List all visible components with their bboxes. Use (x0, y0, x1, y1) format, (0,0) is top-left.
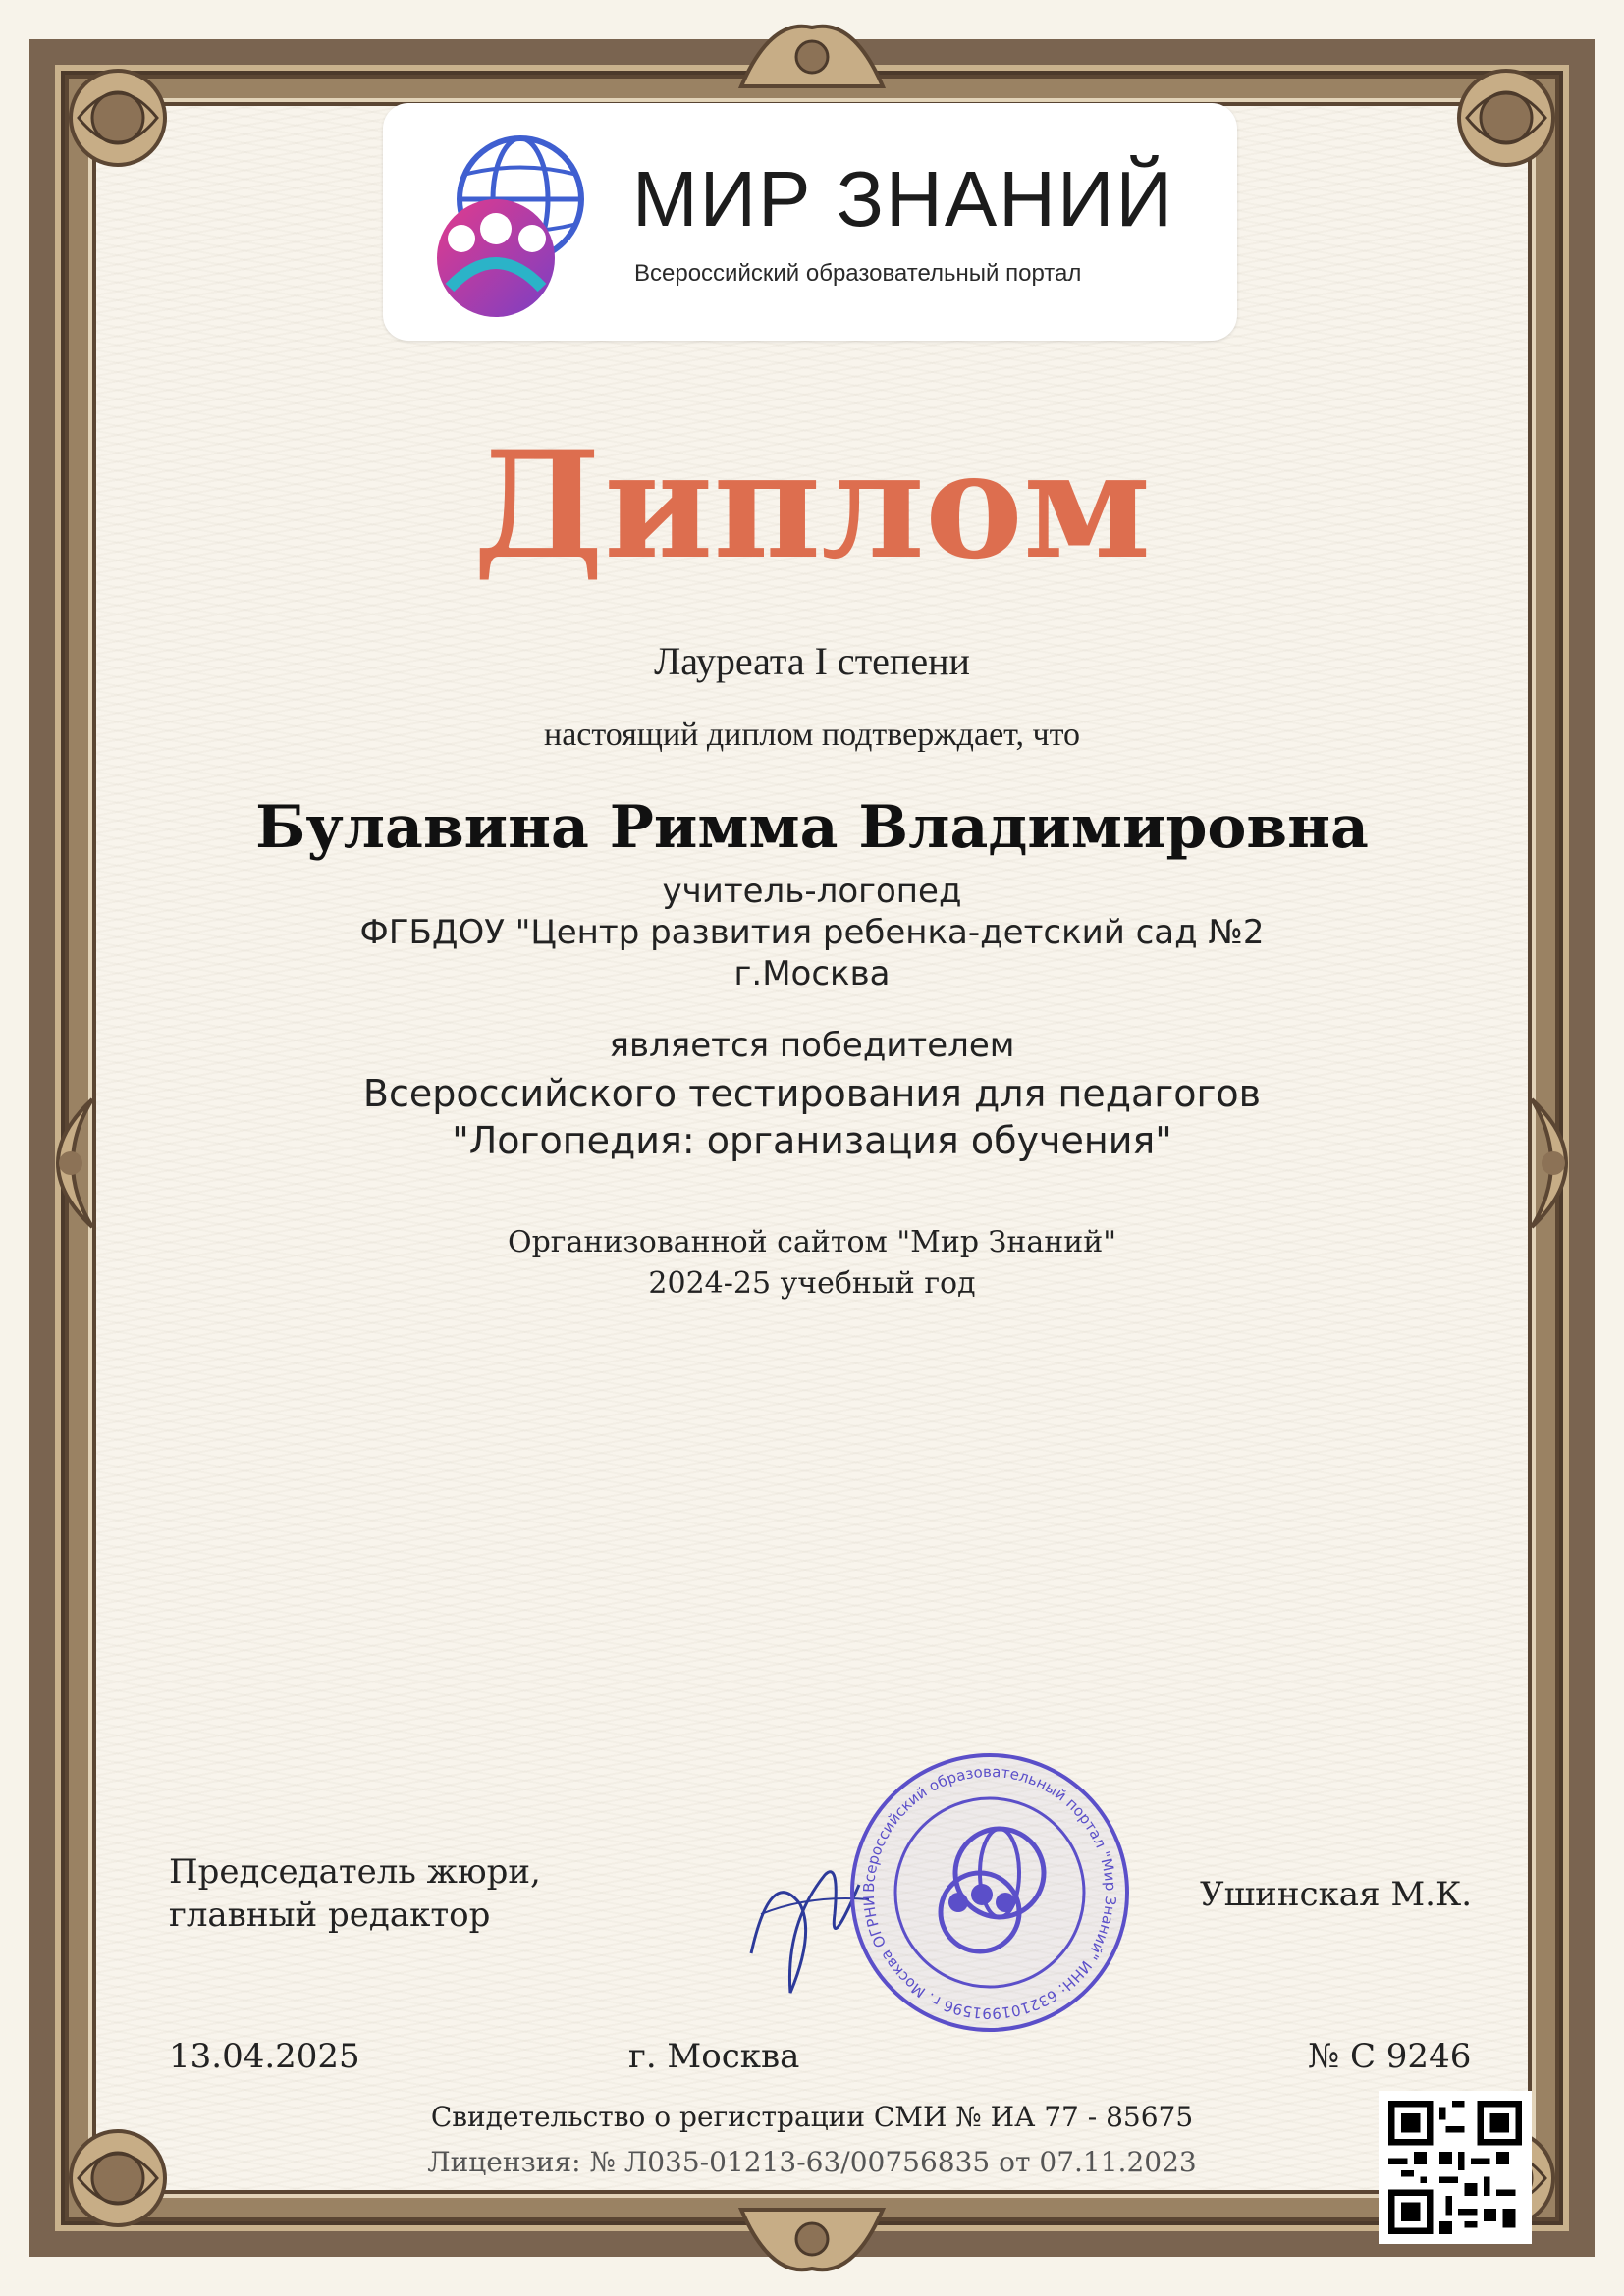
recipient-city: г.Москва (733, 954, 891, 993)
logo-title: МИР ЗНАНИЙ (632, 155, 1174, 242)
jury-chair-title-line2: главный редактор (169, 1896, 491, 1935)
organized-by-text: Организованной сайтом "Мир Знаний" (508, 1225, 1116, 1259)
logo-subtitle: Всероссийский образовательный портал (634, 260, 1082, 287)
issue-place: г. Москва (628, 2037, 800, 2076)
diploma-number: № С 9246 (1308, 2037, 1472, 2076)
media-registration: Свидетельство о регистрации СМИ № ИА 77 - 85675 (430, 2101, 1194, 2133)
stamp-ring-text: Всероссийский образовательный портал "Мир Знаний" ИНН: 632101991596 г. Москва ОГРНИ (859, 1762, 1120, 2023)
school-year: 2024-25 учебный год (648, 1266, 976, 1301)
issue-date: 13.04.2025 (169, 2037, 360, 2076)
signer-name: Ушинская М.К. (1200, 1875, 1473, 1914)
qr-code-icon[interactable] (1379, 2091, 1532, 2244)
degree-text: Лауреата I степени (654, 639, 970, 683)
recipient-position: учитель-логопед (662, 872, 962, 911)
globe-people-logo-icon (403, 121, 609, 327)
top-ornament (731, 8, 893, 96)
license-text: Лицензия: № Л035-01213-63/00756835 от 07.11.2023 (427, 2146, 1197, 2178)
recipient-organization: ФГБДОУ "Центр развития ребенка-детский сад №2 (359, 913, 1265, 952)
jury-chair-title-line1: Председатель жюри, (169, 1852, 541, 1892)
corner-ornament (59, 2119, 177, 2237)
diploma-title: Диплом (472, 419, 1152, 592)
corner-ornament (59, 59, 177, 177)
recipient-name: Булавина Римма Владимировна (255, 793, 1369, 862)
confirm-text: настоящий диплом подтверждает, что (544, 717, 1080, 753)
jury-chair-title (169, 1850, 541, 1937)
bottom-ornament (731, 2200, 893, 2288)
contest-text: Всероссийского тестирования для педагогов (362, 1072, 1262, 1115)
contest-name: "Логопедия: организация обучения" (452, 1119, 1172, 1162)
winner-text: является победителем (609, 1026, 1015, 1065)
corner-ornament (1447, 59, 1565, 177)
official-stamp (842, 1745, 1137, 2040)
logo-banner (383, 103, 1237, 341)
